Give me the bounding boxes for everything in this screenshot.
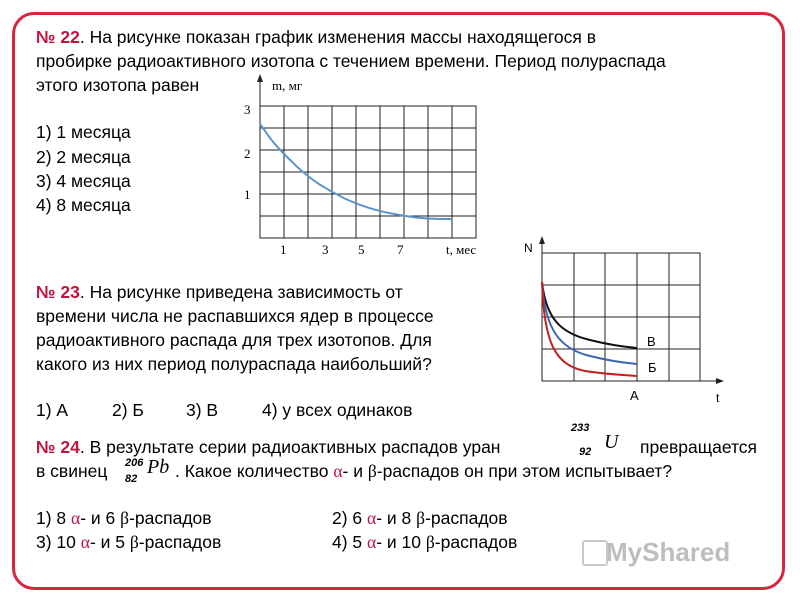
chart1-x-label: t, мес (446, 242, 477, 257)
q22-line3: этого изотопа равен (36, 75, 200, 95)
q24-line1a: № 24. В результате серии радиоактивных распадов уран (36, 437, 501, 457)
chart1-x-tick: 7 (397, 242, 404, 257)
q24-line2b: . Какое количество α- и β-распадов он при этом испытывает? (175, 461, 673, 481)
q23-line1: № 23. На рисунке приведена зависимость от (36, 282, 403, 302)
lead-mass-number: 206 (125, 457, 144, 469)
q23-option-1[interactable]: 1) А (36, 400, 69, 420)
chart2-series-v (542, 282, 637, 348)
q22-option-3[interactable]: 3) 4 месяца (36, 171, 131, 191)
uranium-charge-number: 92 (579, 446, 592, 458)
q23-option-3[interactable]: 3) В (186, 400, 219, 420)
chart2-x-arrow (716, 378, 724, 384)
q22-option-4[interactable]: 4) 8 месяца (36, 195, 131, 215)
q24-line1b: превращается (640, 437, 758, 457)
q24-line2a: в свинец (36, 461, 108, 481)
q22-option-1[interactable]: 1) 1 месяца (36, 122, 131, 142)
q23-option-4[interactable]: 4) у всех одинаков (262, 400, 413, 420)
q22-number: № 22 (36, 27, 80, 47)
chart1-y-tick: 3 (244, 102, 251, 117)
uranium-symbol: U (604, 431, 619, 453)
q24-option-3[interactable]: 3) 10 α- и 5 β-распадов (36, 532, 222, 552)
q22-line1: № 22. На рисунке показан график изменения массы находящегося в (36, 27, 597, 47)
q23-number: № 23 (36, 282, 80, 302)
chart2-x-label: t (716, 391, 720, 405)
uranium-mass-number: 233 (571, 422, 590, 434)
q24-option-2[interactable]: 2) 6 α- и 8 β-распадов (332, 508, 508, 528)
q24-option-1[interactable]: 1) 8 α- и 6 β-распадов (36, 508, 212, 528)
lead-charge-number: 82 (125, 473, 138, 485)
chart1-x-tick: 1 (280, 242, 287, 257)
chart1-x-tick: 3 (322, 242, 329, 257)
chart2-label-a: А (630, 388, 639, 403)
chart1-y-tick: 1 (244, 187, 251, 202)
watermark-text: MyShared (606, 537, 731, 567)
chart1-y-label: m, мг (272, 78, 303, 93)
lead-symbol: Pb (147, 456, 170, 478)
watermark-logo-icon (582, 540, 608, 566)
q24-option-4[interactable]: 4) 5 α- и 10 β-распадов (332, 532, 518, 552)
chart2-label-v: В (647, 334, 656, 349)
q24-number: № 24 (36, 437, 80, 457)
chart2-label-b: Б (648, 360, 657, 375)
q23-line2: времени числа не распавшихся ядер в процессе (36, 306, 434, 326)
q22-option-2[interactable]: 2) 2 месяца (36, 147, 131, 167)
beta-symbol: β (367, 461, 377, 481)
chart1-x-tick: 5 (358, 242, 365, 257)
q22-line2: пробирке радиоактивного изотопа с течением времени. Период полураспада (36, 51, 666, 71)
chart2-y-arrow (539, 236, 545, 244)
chart2-y-label: N (524, 241, 533, 255)
chart1-y-tick: 2 (244, 146, 251, 161)
alpha-symbol: α (333, 461, 343, 481)
q23-line3: радиоактивного распада для трех изотопов. Для (36, 330, 432, 350)
q23-line4: какого из них период полураспада наибольший? (36, 354, 432, 374)
q23-option-2[interactable]: 2) Б (112, 400, 144, 420)
